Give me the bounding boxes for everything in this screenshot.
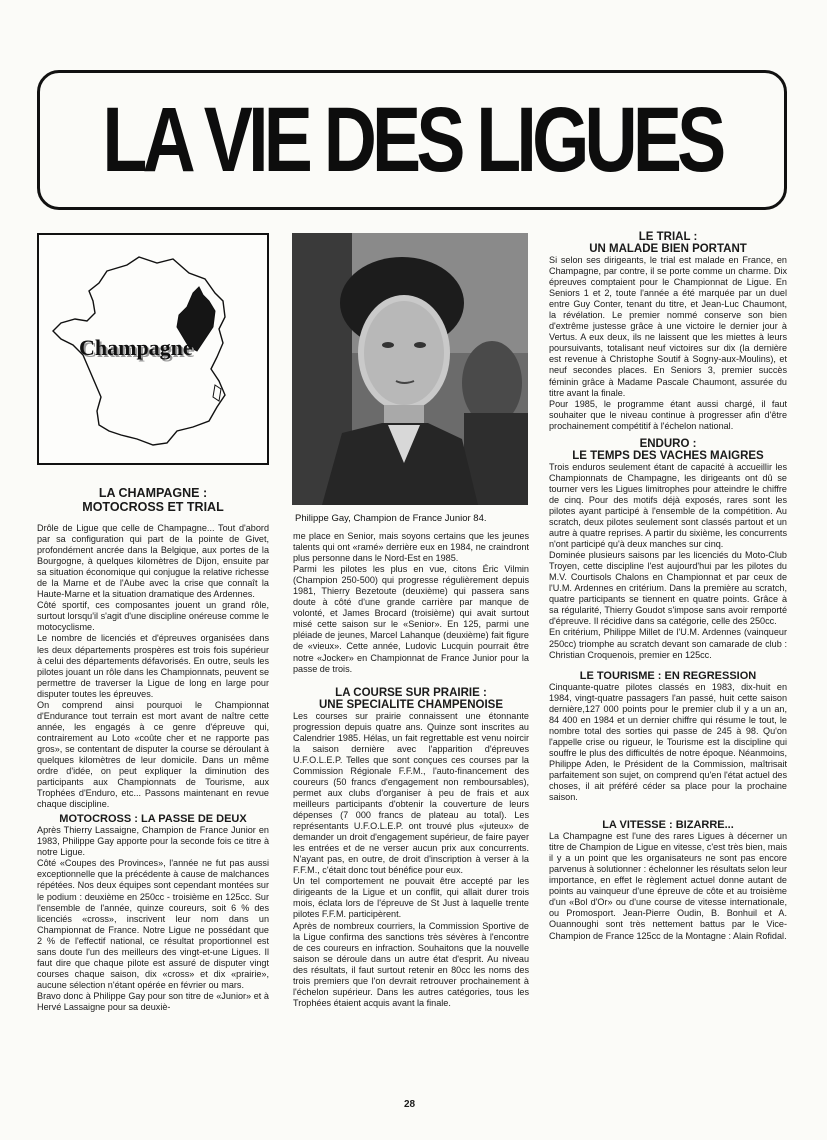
paragraph: Si selon ses dirigeants, le trial est malade en France, en Champagne, par contre, il se porte comme un charme. Dix épreuves comptaient pour le Championnat de Ligue. En Seniors 1 et 2, toute l'année a été marquée par un duel entre Guy Conter, tenant du titre, et Jean-Luc Chaumont, la révélation. Le premier nommé conserve son bien d'extrême justesse grâce à une victoire le dernier jour à Vertus. A eux deux, ils ne laissent que les miettes à leurs poursuivants, totalisant neuf victoires sur dix (la dernière est revenue à Christophe Soutif à Sogny-aux-Moulins), et neuf secondes places. En Seniors 3, premier succès féminin grâce à Madame Pascale Chaumont, assurée du titre avant la finale. bbox=[549, 255, 787, 398]
paragraph: Les courses sur prairie connaissent une étonnante progression depuis quatre ans. Quinze sont inscrites au Calendrier 1985. Hélas, un fait regrettable est venu noircir la saison dernière avec l'apparition d'épreuves U.F.O.L.E.P. Telles que sont conçues ces courses par la Commission Régionale F.F.M., l'auto-financement des coureurs (50 francs d'engagement non remboursables), permet aux clubs d'organiser à peu de frais et aux meilleurs participants d'obtenir la couverture de leurs dépenses (7 000 francs de plateau au total). Les représentants U.F.O.L.E.P. ont trouvé plus «juteux» de demander un droit d'engagement supérieur, de faire payer les entrées et de ne verser aucun prix aux concurrents. N'ayant pas, en outre, de droit d'inscription à verser à la F.F.M., c'était donc tout bénéfice pour eux. bbox=[293, 710, 529, 876]
paragraph: Après de nombreux courriers, la Commission Sportive de la Ligue confirma des sanctions très sévères à l'encontre de ces coureurs en infraction. Souhaitons que la nouvelle saison se déroule dans un autre état d'esprit. Au niveau des résultats, il faut surtout retenir en 80cc les noms des trois premiers que l'on devrait retrouver prochainement à l'échelon supérieur. Dans les autres catégories, tous les Trophées étaient acquis avant la finale. bbox=[293, 920, 529, 1008]
paragraph: La Champagne est l'une des rares Ligues à décerner un titre de Champion de Ligue en vitesse, c'est très bien, mais il y a un point que les organisateurs ne sont pas encore parvenus à solutionner : échelonner les résultats selon leur importance, en effet le règlement actuel donne autant de points au vainqueur d'une épreuve de côte et au troisième d'un «Bol d'Or» ou d'une course de vitesse internationale, ou Promosport. Jean-Pierre Oudin, B. Bonhuil et A. Ouannoughi sont très nettement battus par le Vice-Champion de France 125cc de la Montagne : Alain Rofidal. bbox=[549, 831, 787, 941]
article-title: MOTOCROSS ET TRIAL bbox=[82, 500, 224, 514]
paragraph: Trois enduros seulement étant de capacité à accueillir les Championnats de Champagne, les dirigeants ont dû se tourner vers les Ligues limitrophes pour atteindre le chiffre de cinq. Pour des motifs déjà exposés, rares sont les pilotes ayant participé à l'ensemble de la compétition. Au scratch, deux pilotes seulement sont classés partout et un autre à quatre reprises. A partir du sixième, les concurrents n'ont participé qu'à deux manches sur cinq. bbox=[549, 461, 787, 550]
section-heading: LE TRIAL : bbox=[638, 231, 698, 243]
photo-caption: Philippe Gay, Champion de France Junior 84. bbox=[295, 513, 487, 524]
paragraph: Un tel comportement ne pouvait être accepté par les dirigeants de la Ligue et un conflit, qui allait durer trois mois, éclata lors de l'épreuve de St Just à laquelle trente pilotes F.F.M. participèrent. bbox=[293, 876, 529, 920]
section-heading: MOTOCROSS : LA PASSE DE DEUX bbox=[59, 813, 247, 826]
paragraph: Parmi les pilotes les plus en vue, citons Éric Vilmin (Champion 250-500) qui progresse régulièrement depuis 1981, Thierry Bezetoute (deuxième) qui passera sans doute à côté d'une grande carrière par manque de volonté, et James Brocard (troisième) qui avait surtout misé cette saison sur le «Senior». En 125, parmi une pléiade de jeunes, Marcel Lahanque (deuxième) fait figure de «vieux». Cette année, Ludovic Lucquin pourrait être notre «Jocker» en Championnat de France Junior pour la passe de trois. bbox=[293, 564, 529, 674]
section-heading: LA COURSE SUR PRAIRIE : bbox=[335, 686, 487, 699]
map-label: Champagne bbox=[79, 335, 193, 360]
section-heading: UN MALADE BIEN PORTANT bbox=[589, 243, 747, 255]
section-heading: LE TOURISME : EN REGRESSION bbox=[579, 669, 757, 682]
paragraph: En critérium, Philippe Millet de l'U.M. Ardennes (vainqueur 250cc) triomphe au scratch devant son camarade de club : Christian Croquenois, premier en 125cc. bbox=[549, 627, 787, 660]
paragraph: On comprend ainsi pourquoi le Championnat d'Endurance tout terrain est mort avant de naître cette année, les engagés à ce genre d'épreuve qui, contrairement au Loto «coûte cher et ne rapporte pas gros», se contentant de disputer la course se déroulant à quelques kilomètres de leur domicile. Dans un même ordre d'idée, on peut expliquer la diminution des participants aux Championnats de Tourisme, aux Trophées d'Enduro, etc... Passons maintenant en revue chaque discipline. bbox=[37, 699, 269, 810]
section-heading: LA VITESSE : BIZARRE... bbox=[602, 819, 734, 832]
section-heading: ENDURO : bbox=[639, 437, 697, 450]
column-3 bbox=[549, 231, 787, 942]
column-1 bbox=[37, 486, 269, 1013]
paragraph: Après Thierry Lassaigne, Champion de France Junior en 1983, Philippe Gay apporte pour la seconde fois ce titre à notre Ligue. bbox=[37, 825, 269, 858]
paragraph: Dominée plusieurs saisons par les licenciés du Moto-Club Troyen, cette discipline l'est aujourd'hui par les pilotes du M.V. Courtisols Chalons en Championnat et par ceux de l'U.M. Ardennes en critérium. Dans la première au scratch, quatre participants se tiennent en quatre points. Grâce à sa régularité, Thierry Goudot s'impose sans avoir remporté d'épreuve. Il récidive dans sa catégorie, celle des 250cc. bbox=[549, 550, 787, 627]
column-2 bbox=[293, 531, 529, 1009]
photo-philippe-gay bbox=[292, 233, 528, 505]
paragraph: me place en Senior, mais soyons certains que les jeunes talents qui ont «ramé» derrière eux en 1984, ne craindront plus personne dans le Nord-Est en 1985. bbox=[293, 531, 529, 564]
paragraph: Pour 1985, le programme étant aussi chargé, il faut souhaiter que le niveau continue à progresser afin d'être prochainement compétitif à l'échelon national. bbox=[549, 398, 787, 431]
paragraph: Drôle de Ligue que celle de Champagne... Tout d'abord par sa configuration qui part de la pointe de Givet, profondément ancrée dans la Belgique, aux portes de la Bourgogne, à quelques kilomètres de Dijon, ensuite par sa situation économique qui conjugue la relative richesse de la Marne et de l'Aube avec la crise que connaît la Haute-Marne et la situation dramatique des Ardennes. bbox=[37, 523, 269, 600]
article-title: LA CHAMPAGNE : bbox=[98, 486, 208, 500]
section-heading: LE TEMPS DES VACHES MAIGRES bbox=[572, 449, 764, 462]
section-heading: UNE SPECIALITE CHAMPENOISE bbox=[318, 698, 504, 711]
title-banner bbox=[37, 70, 787, 210]
paragraph: Le nombre de licenciés et d'épreuves organisées dans les deux départements prospères est trois fois supérieur à celui des départements défavorisés. En outre, seuls les pilotes jouant un rôle dans les Championnats, peuvent se permettre de traverser la Ligue de long en large pour disputer toutes les épreuves. bbox=[37, 633, 269, 699]
page-title: LA VIE DES LIGUES bbox=[102, 89, 722, 191]
region-map bbox=[37, 233, 269, 465]
paragraph: Bravo donc à Philippe Gay pour son titre de «Junior» et à Hervé Lassaigne pour sa deuxiè- bbox=[37, 990, 269, 1012]
paragraph: Côté sportif, ces composantes jouent un grand rôle, surtout lorsqu'il s'agit d'une discipline onéreuse comme le motocyclisme. bbox=[37, 600, 269, 633]
portrait-photo-icon bbox=[292, 233, 528, 505]
paragraph: Cinquante-quatre pilotes classés en 1983, dix-huit en 1984, vingt-quatre passagers l'an passé, huit cette saison dernière,127 000 points pour le premier club il y a un an, 84 400 en 1984 et un dernier chiffre qui résume le tout, le nombre total des sorties qui passe de 245 à 98. Qu'on l'appelle crise ou rigueur, le Tourisme est la discipline qui souffre le plus des difficultés de notre époque. Néanmoins, Philippe Aden, le Président de la Commission, maîtrisait parfaitement son sujet, on comprend qu'en l'état actuel des choses, il ait préféré céder sa place pour la prochaine saison. bbox=[549, 681, 787, 803]
paragraph: Côté «Coupes des Provinces», l'année ne fut pas aussi exceptionnelle que la précédente à cause de malchances répétées. Nos deux équipes sont cependant montées sur le podium : deuxième en 250cc - troisième en 125cc. Sur l'ensemble de l'année, quinze coureurs, soit 6 % des licenciés «cross», inscrivent leur nom dans un Championnat de France. Notre Ligue ne possédant que 2 % de l'effectif national, ce résultat proportionnel est sans doute l'un des meilleurs des vingt-et-une Ligues. Il faut dire que chaque pilote est assuré de disputer vingt courses chaque saison, dix «cross» et dix «prairie», aucune sélection n'étant opérée en février ou mars. bbox=[37, 858, 269, 990]
page-number: 28 bbox=[404, 1099, 416, 1110]
